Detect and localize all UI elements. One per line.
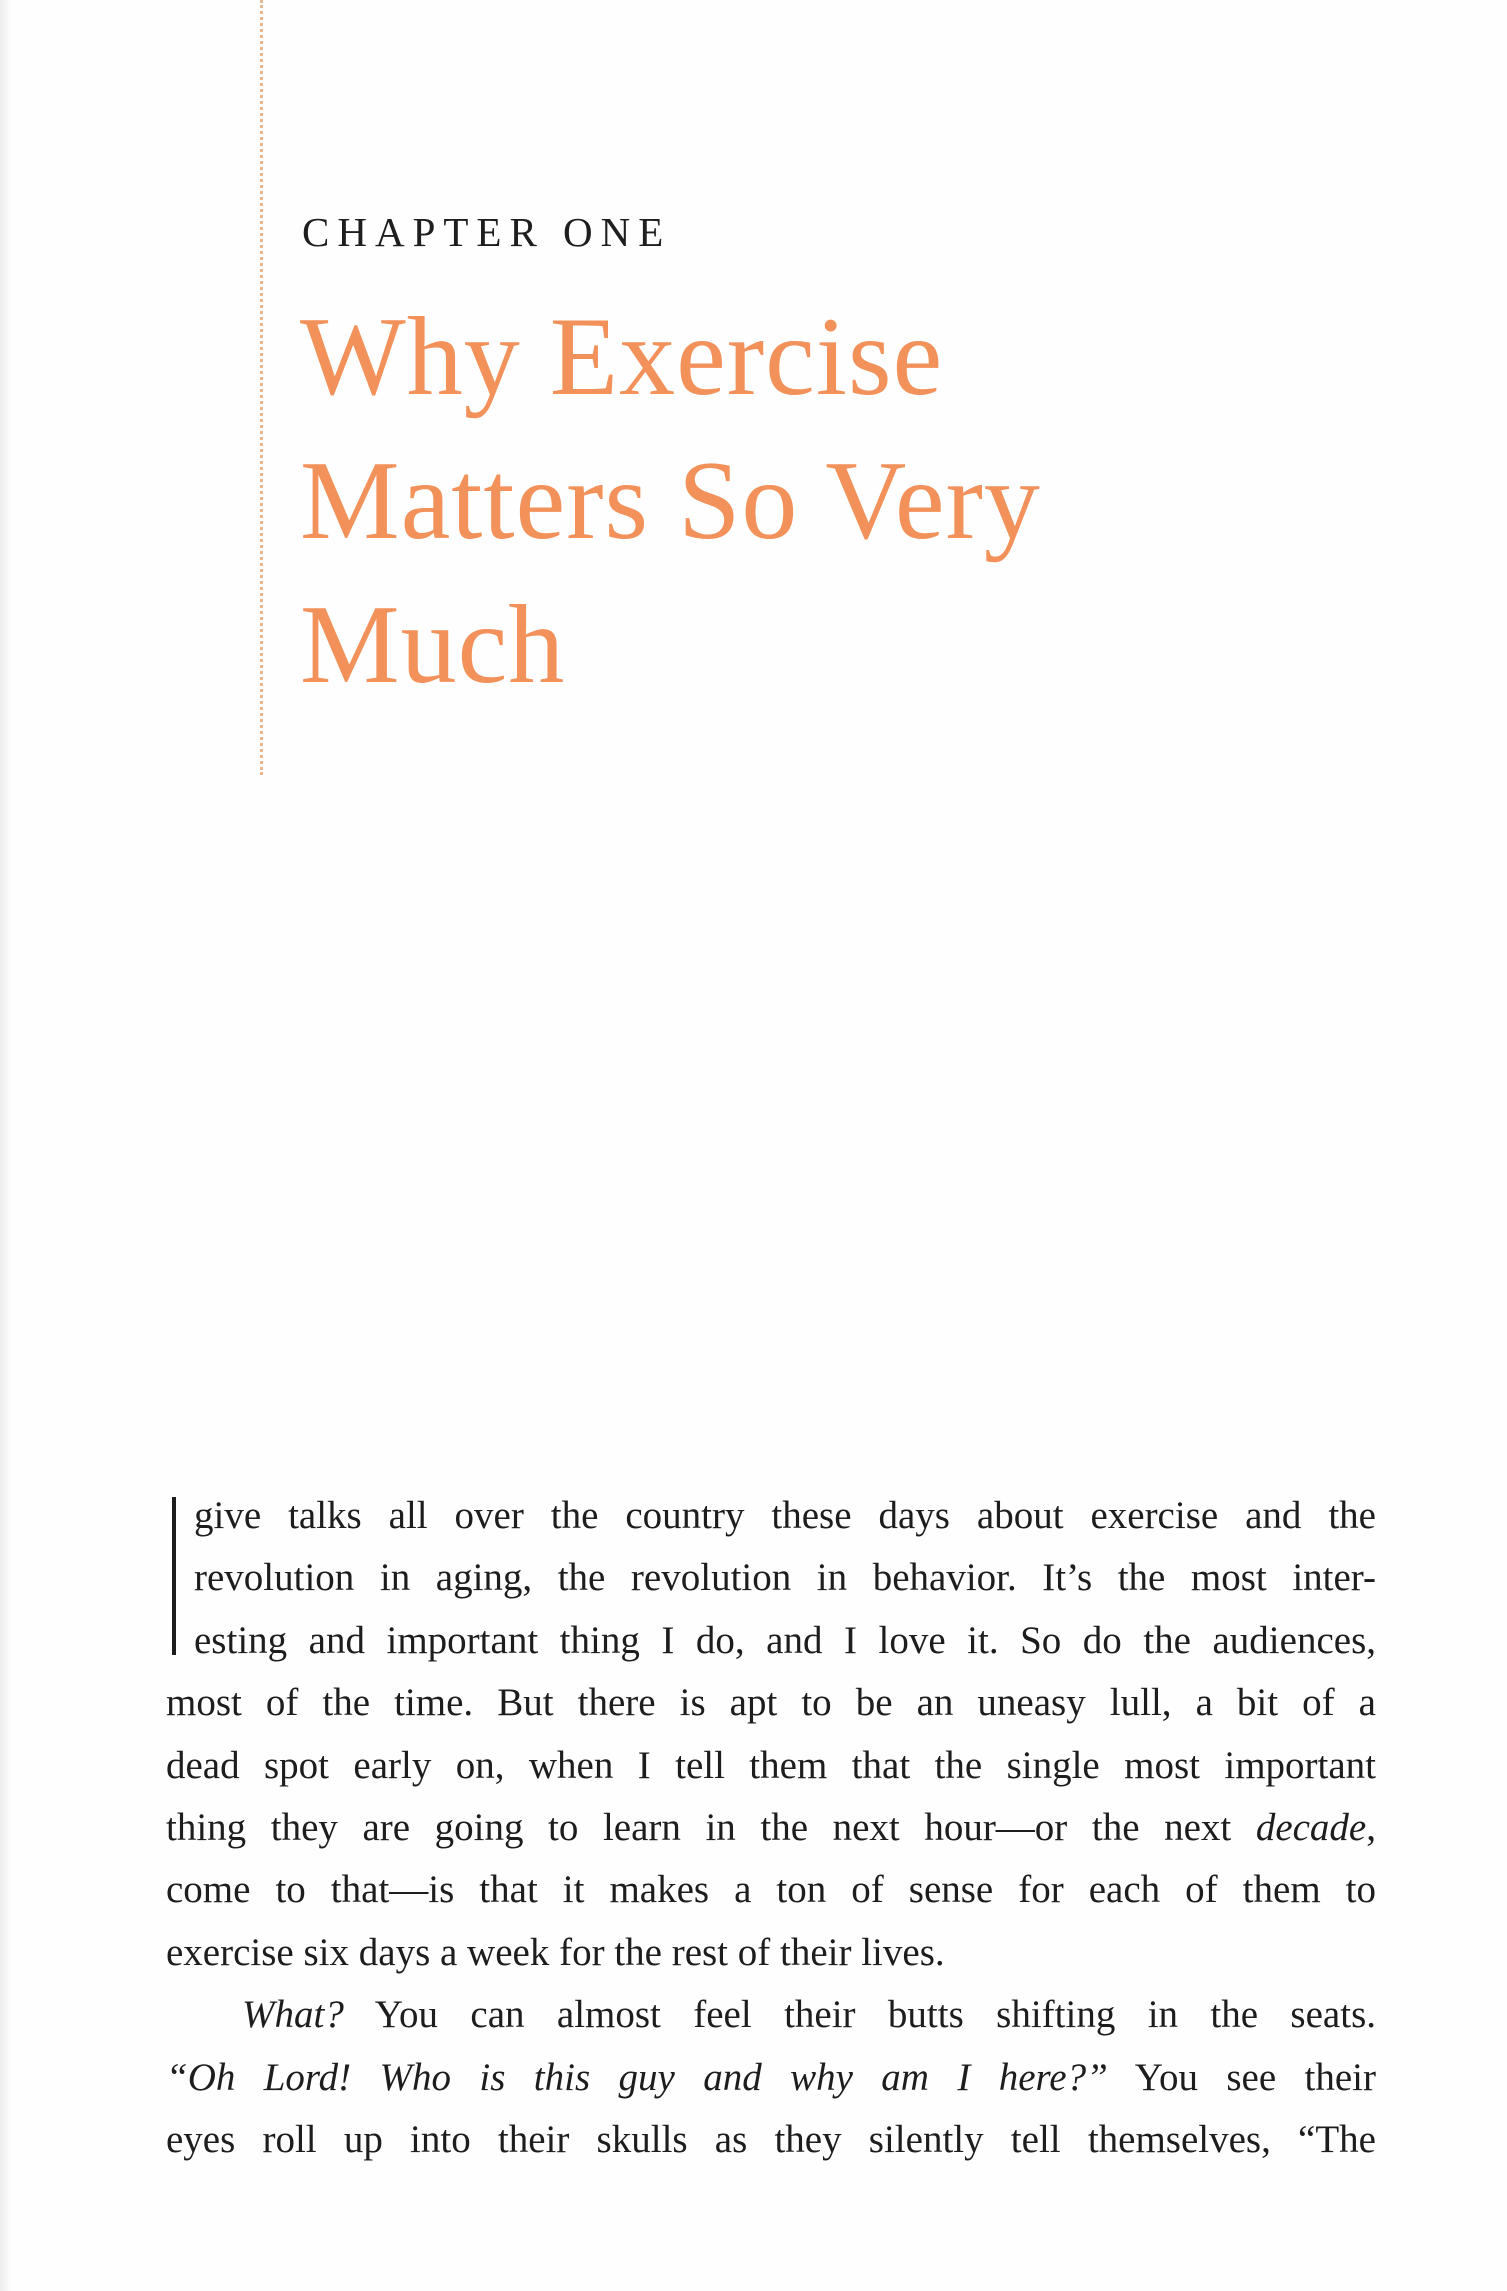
- text-line: esting and important thing I do, and I love it. So do the audiences,: [194, 1618, 1376, 1662]
- chapter-title-line: Matters So Very: [300, 439, 1041, 563]
- dotted-margin-rule: [260, 0, 263, 775]
- italic-text: What?: [242, 1993, 344, 2037]
- text-run: ,: [1366, 1806, 1376, 1850]
- chapter-title-line: Why Exercise: [300, 295, 944, 419]
- text-line: revolution in aging, the revolution in behavior. It’s the most inter-: [194, 1556, 1376, 1600]
- page-edge-shadow: [0, 0, 12, 2291]
- paragraph: [166, 1984, 1376, 2171]
- text-line: [166, 1984, 1376, 2046]
- chapter-title: [300, 285, 1200, 717]
- text-line: [166, 1797, 1376, 1859]
- text-line: most of the time. But there is apt to be an uneasy lull, a bit of a: [166, 1681, 1376, 1725]
- text-line: give talks all over the country these days about exercise and the: [194, 1494, 1376, 1537]
- text-line: eyes roll up into their skulls as they silently tell themselves, “The: [166, 2118, 1376, 2162]
- drop-cap-i: [169, 1497, 182, 1667]
- body-text: [166, 1485, 1376, 2171]
- text-run: You can almost feel their butts shifting in the seats.: [343, 1993, 1376, 2037]
- text-line: [166, 2047, 1376, 2109]
- text-run: You see their: [1107, 2055, 1376, 2099]
- text-line: exercise six days a week for the rest of their lives.: [166, 1930, 945, 1974]
- paragraph: [166, 1485, 1376, 1984]
- text-line: come to that—is that it makes a ton of sense for each of them to: [166, 1868, 1376, 1912]
- chapter-title-line: Much: [300, 583, 566, 707]
- chapter-label: CHAPTER ONE: [302, 209, 672, 255]
- text-run: thing they are going to learn in the next hour—or the next: [166, 1806, 1256, 1850]
- italic-text: decade: [1255, 1806, 1367, 1850]
- italic-text: “Oh Lord! Who is this guy and why am I here?”: [166, 2055, 1108, 2099]
- text-line: dead spot early on, when I tell them that the single most important: [166, 1743, 1376, 1787]
